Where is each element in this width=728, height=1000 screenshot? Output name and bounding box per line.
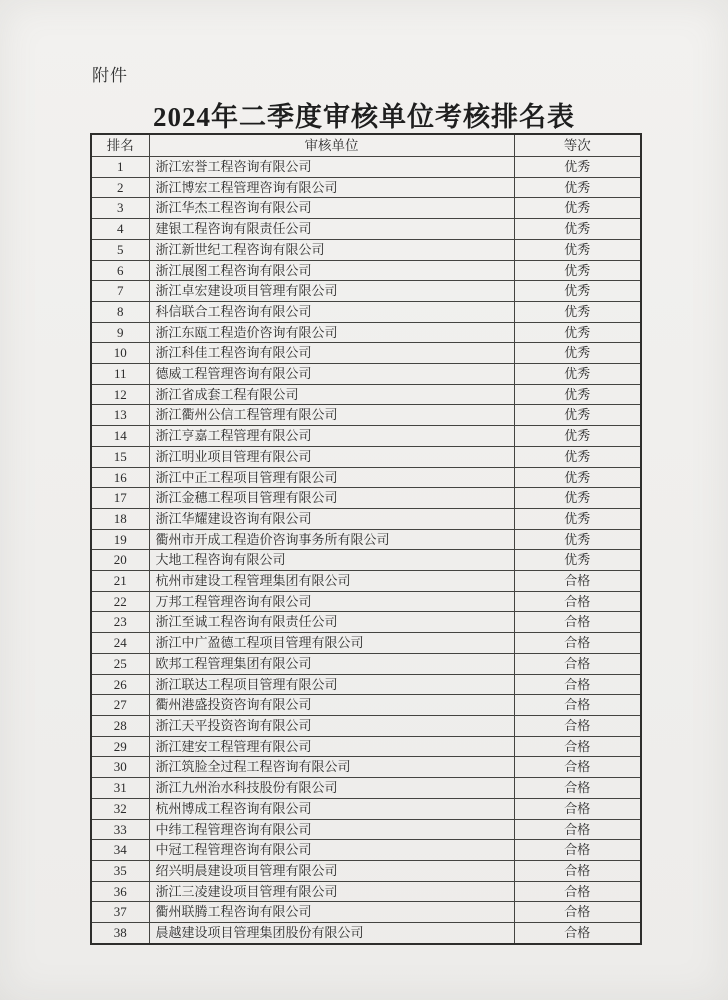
unit-cell: 衢州市开成工程造价咨询事务所有限公司 (149, 529, 514, 550)
rank-cell: 31 (91, 778, 149, 799)
grade-cell: 合格 (514, 695, 641, 716)
grade-cell: 优秀 (514, 198, 641, 219)
table-row (91, 343, 641, 364)
table-row (91, 529, 641, 550)
table-row (91, 260, 641, 281)
unit-cell: 浙江三凌建设项目管理有限公司 (149, 881, 514, 902)
rank-cell: 14 (91, 426, 149, 447)
rank-cell: 24 (91, 633, 149, 654)
grade-cell: 优秀 (514, 301, 641, 322)
grade-cell: 优秀 (514, 467, 641, 488)
grade-cell: 合格 (514, 612, 641, 633)
grade-cell: 合格 (514, 860, 641, 881)
table-row (91, 384, 641, 405)
grade-cell: 优秀 (514, 405, 641, 426)
grade-cell: 优秀 (514, 508, 641, 529)
rank-cell: 15 (91, 446, 149, 467)
grade-cell: 合格 (514, 881, 641, 902)
unit-cell: 衢州联腾工程咨询有限公司 (149, 902, 514, 923)
grade-cell: 优秀 (514, 219, 641, 240)
grade-cell: 合格 (514, 653, 641, 674)
grade-cell: 合格 (514, 591, 641, 612)
unit-cell: 浙江天平投资咨询有限公司 (149, 715, 514, 736)
grade-cell: 合格 (514, 923, 641, 944)
grade-cell: 合格 (514, 819, 641, 840)
page-title: 2024年二季度审核单位考核排名表 (153, 102, 575, 132)
unit-cell: 浙江明业项目管理有限公司 (149, 446, 514, 467)
table-row (91, 840, 641, 861)
rank-cell: 4 (91, 219, 149, 240)
grade-cell: 合格 (514, 757, 641, 778)
grade-cell: 合格 (514, 840, 641, 861)
unit-cell: 浙江卓宏建设项目管理有限公司 (149, 281, 514, 302)
grade-cell: 优秀 (514, 364, 641, 385)
rank-cell: 1 (91, 157, 149, 178)
unit-cell: 浙江衢州公信工程管理有限公司 (149, 405, 514, 426)
grade-cell: 优秀 (514, 281, 641, 302)
table-row (91, 571, 641, 592)
rank-cell: 36 (91, 881, 149, 902)
table-row (91, 301, 641, 322)
rank-cell: 22 (91, 591, 149, 612)
unit-cell: 建银工程咨询有限责任公司 (149, 219, 514, 240)
rank-cell: 17 (91, 488, 149, 509)
unit-cell: 德威工程管理咨询有限公司 (149, 364, 514, 385)
unit-cell: 晨越建设项目管理集团股份有限公司 (149, 923, 514, 944)
table-row (91, 508, 641, 529)
unit-cell: 浙江联达工程项目管理有限公司 (149, 674, 514, 695)
table-row (91, 364, 641, 385)
table-body (91, 157, 641, 944)
table-row (91, 281, 641, 302)
grade-cell: 优秀 (514, 239, 641, 260)
unit-cell: 浙江展图工程咨询有限公司 (149, 260, 514, 281)
rank-cell: 23 (91, 612, 149, 633)
unit-cell: 大地工程咨询有限公司 (149, 550, 514, 571)
rank-cell: 37 (91, 902, 149, 923)
rank-cell: 21 (91, 571, 149, 592)
unit-cell: 浙江宏誉工程咨询有限公司 (149, 157, 514, 178)
table-row (91, 715, 641, 736)
rank-cell: 18 (91, 508, 149, 529)
table-row (91, 612, 641, 633)
table-row (91, 736, 641, 757)
rank-cell: 28 (91, 715, 149, 736)
header-rank: 排名 (91, 134, 149, 157)
grade-cell: 合格 (514, 902, 641, 923)
grade-cell: 优秀 (514, 177, 641, 198)
grade-cell: 合格 (514, 798, 641, 819)
rank-cell: 19 (91, 529, 149, 550)
rank-cell: 27 (91, 695, 149, 716)
rank-cell: 34 (91, 840, 149, 861)
grade-cell: 合格 (514, 778, 641, 799)
rank-cell: 16 (91, 467, 149, 488)
unit-cell: 浙江华耀建设咨询有限公司 (149, 508, 514, 529)
table-row (91, 591, 641, 612)
unit-cell: 浙江省成套工程有限公司 (149, 384, 514, 405)
unit-cell: 杭州市建设工程管理集团有限公司 (149, 571, 514, 592)
grade-cell: 优秀 (514, 322, 641, 343)
rank-cell: 8 (91, 301, 149, 322)
rank-cell: 30 (91, 757, 149, 778)
table-row (91, 860, 641, 881)
rank-cell: 38 (91, 923, 149, 944)
table-row (91, 157, 641, 178)
rank-cell: 20 (91, 550, 149, 571)
rank-cell: 6 (91, 260, 149, 281)
unit-cell: 欧邦工程管理集团有限公司 (149, 653, 514, 674)
header-grade: 等次 (514, 134, 641, 157)
grade-cell: 合格 (514, 674, 641, 695)
header-row (91, 134, 641, 157)
table-row (91, 488, 641, 509)
unit-cell: 浙江东瓯工程造价咨询有限公司 (149, 322, 514, 343)
table-row (91, 923, 641, 944)
table-row (91, 778, 641, 799)
table-row (91, 819, 641, 840)
table-row (91, 695, 641, 716)
table-header (91, 134, 641, 157)
unit-cell: 中冠工程管理咨询有限公司 (149, 840, 514, 861)
grade-cell: 优秀 (514, 550, 641, 571)
unit-cell: 浙江中正工程项目管理有限公司 (149, 467, 514, 488)
table-row (91, 426, 641, 447)
rank-cell: 10 (91, 343, 149, 364)
ranking-table (90, 133, 642, 945)
unit-cell: 杭州博成工程咨询有限公司 (149, 798, 514, 819)
rank-cell: 26 (91, 674, 149, 695)
rank-cell: 2 (91, 177, 149, 198)
table-row (91, 177, 641, 198)
unit-cell: 浙江科佳工程咨询有限公司 (149, 343, 514, 364)
rank-cell: 33 (91, 819, 149, 840)
unit-cell: 中纬工程管理咨询有限公司 (149, 819, 514, 840)
table-row (91, 446, 641, 467)
unit-cell: 浙江华杰工程咨询有限公司 (149, 198, 514, 219)
unit-cell: 浙江新世纪工程咨询有限公司 (149, 239, 514, 260)
unit-cell: 浙江建安工程管理有限公司 (149, 736, 514, 757)
unit-cell: 科信联合工程咨询有限公司 (149, 301, 514, 322)
rank-cell: 13 (91, 405, 149, 426)
table-row (91, 198, 641, 219)
rank-cell: 29 (91, 736, 149, 757)
rank-cell: 5 (91, 239, 149, 260)
grade-cell: 优秀 (514, 488, 641, 509)
grade-cell: 合格 (514, 736, 641, 757)
table-row (91, 653, 641, 674)
rank-cell: 7 (91, 281, 149, 302)
grade-cell: 优秀 (514, 529, 641, 550)
grade-cell: 优秀 (514, 384, 641, 405)
rank-cell: 3 (91, 198, 149, 219)
attachment-label: 附件 (92, 66, 128, 85)
table-row (91, 467, 641, 488)
grade-cell: 合格 (514, 715, 641, 736)
unit-cell: 万邦工程管理咨询有限公司 (149, 591, 514, 612)
unit-cell: 绍兴明晨建设项目管理有限公司 (149, 860, 514, 881)
grade-cell: 合格 (514, 571, 641, 592)
table-row (91, 881, 641, 902)
rank-cell: 12 (91, 384, 149, 405)
unit-cell: 浙江至诚工程咨询有限责任公司 (149, 612, 514, 633)
table-row (91, 757, 641, 778)
grade-cell: 合格 (514, 633, 641, 654)
table-row (91, 633, 641, 654)
unit-cell: 浙江亨嘉工程管理有限公司 (149, 426, 514, 447)
table-row (91, 405, 641, 426)
unit-cell: 浙江博宏工程管理咨询有限公司 (149, 177, 514, 198)
table-row (91, 550, 641, 571)
unit-cell: 衢州港盛投资咨询有限公司 (149, 695, 514, 716)
table-row (91, 219, 641, 240)
grade-cell: 优秀 (514, 260, 641, 281)
rank-cell: 35 (91, 860, 149, 881)
grade-cell: 优秀 (514, 446, 641, 467)
unit-cell: 浙江九州治水科技股份有限公司 (149, 778, 514, 799)
grade-cell: 优秀 (514, 426, 641, 447)
table-row (91, 239, 641, 260)
unit-cell: 浙江金穗工程项目管理有限公司 (149, 488, 514, 509)
rank-cell: 32 (91, 798, 149, 819)
table-row (91, 798, 641, 819)
grade-cell: 优秀 (514, 343, 641, 364)
table-row (91, 902, 641, 923)
unit-cell: 浙江中广盈德工程项目管理有限公司 (149, 633, 514, 654)
table-row (91, 674, 641, 695)
rank-cell: 9 (91, 322, 149, 343)
unit-cell: 浙江筑脸全过程工程咨询有限公司 (149, 757, 514, 778)
rank-cell: 11 (91, 364, 149, 385)
header-unit: 审核单位 (149, 134, 514, 157)
grade-cell: 优秀 (514, 157, 641, 178)
rank-cell: 25 (91, 653, 149, 674)
table-row (91, 322, 641, 343)
